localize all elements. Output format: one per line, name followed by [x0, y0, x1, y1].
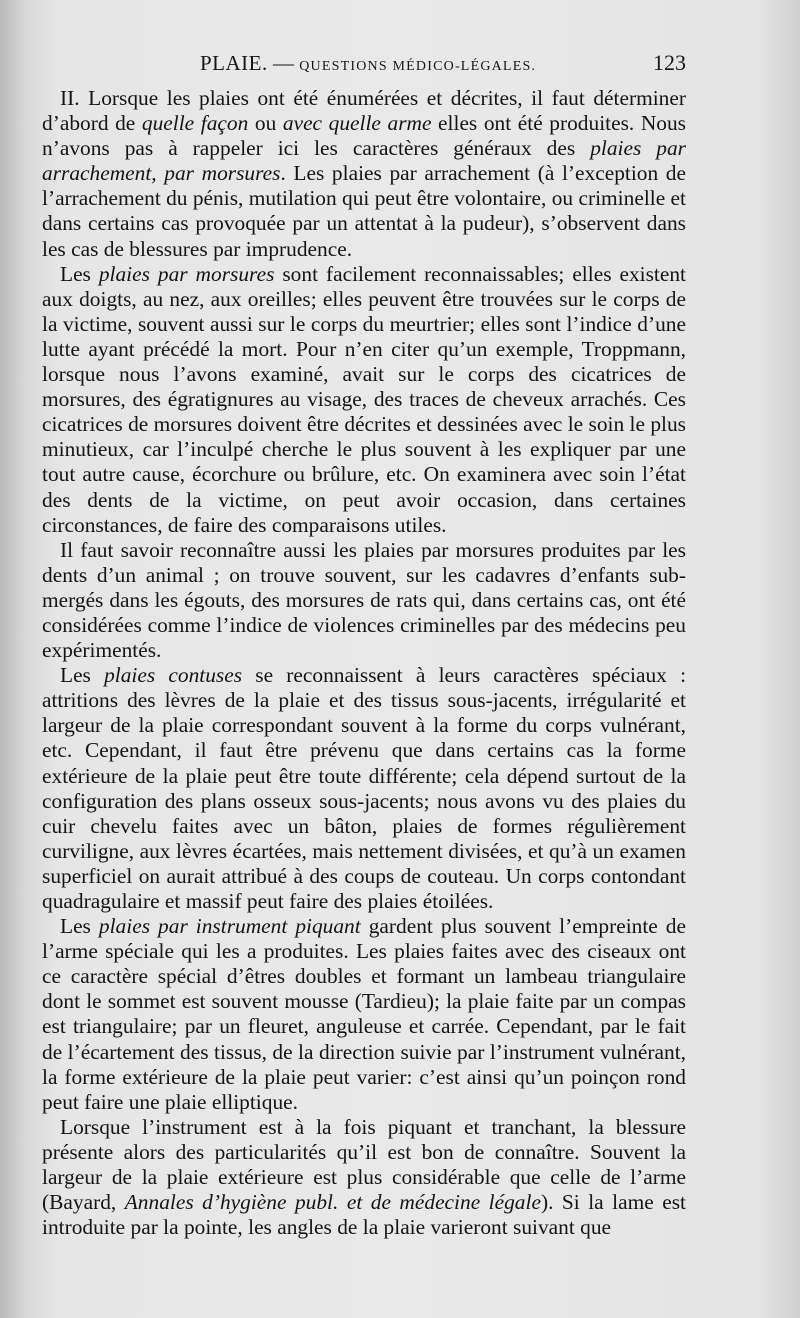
italic-text: avec quelle arme — [282, 111, 432, 136]
paragraph — [42, 914, 686, 1115]
paragraph-text: elles ont été produites. Nous n’avons pas à rappeler ici les caractères généraux des — [42, 111, 687, 161]
paragraph — [42, 262, 686, 538]
paragraph-text: . Les plaies par arrachement (à l’exception de l’arrachement du pénis, mutilation qui peut être volontaire, ou criminelle et dans certains cas provoquée par un attentat à la pudeur), s’observent dans les cas de blessures par imprudence. — [42, 161, 686, 261]
paragraph-text: II. Lorsque les plaies ont été énumérées et décrites, il faut déterminer d’abord de — [42, 86, 686, 136]
italic-text: plaies contuses — [104, 663, 243, 688]
running-header — [200, 50, 690, 76]
paragraph-text: sont facilement reconnaissables; elles existent aux doigts, au nez, aux oreilles; elles peuvent être trouvées sur le corps de la victime, souvent aussi sur le corps du meurtrier; elles sont l’indice d’une lutte ayant précédé la mort. Pour n’en citer qu’un exemple, Troppmann, lorsque nous l’avons examiné, avait sur le corps des cicatrices de morsures, des égratignures au visage, des traces de cheveux arrachés. Ces cicatrices de morsures doivent être décrites et dessinées avec le soin le plus minutieux, car l’inculpé cherche le plus souvent à les expliquer par une tout autre cause, écorchure ou brûlure, etc. On examinera avec soin l’état des dents de la victime, on peut avoir occasion, dans certaines circonstances, de faire des comparaisons utiles. — [42, 261, 687, 537]
page-number: 123 — [653, 50, 686, 75]
paragraph-text: Les — [60, 261, 99, 286]
italic-text: quelle façon — [141, 111, 249, 136]
paragraph-text: Les — [60, 663, 105, 688]
body-text — [42, 86, 686, 1240]
italic-text: plaies par instrument piquant — [98, 914, 361, 939]
paragraph-text: ou — [248, 111, 283, 136]
paragraph-text: Il faut savoir reconnaître aussi les plaies par morsures produites par les dents d’un animal ; on trouve souvent, sur les cadavres d’enfants submergés dans les égouts, des morsures de rats qui, dans certains cas, ont été considérées comme l’indice de violences criminelles par des médecins peu expérimentés. — [42, 537, 686, 663]
paragraph-text: ). Si la lame est introduite par la pointe, les angles de la plaie varieront suivant que — [42, 1190, 686, 1240]
paragraph-text: gardent plus souvent l’empreinte de l’arme spéciale qui les a produites. Les plaies faites avec des ciseaux ont ce caractère spécial d’êtres doubles et formant un lambeau triangulaire dont le sommet est souvent mousse (Tardieu); la plaie faite par un compas est triangulaire; par un fleuret, anguleuse et carrée. Cependant, par le fait de l’écartement des tissus, de la direction suivie par l’instrument vulnérant, la forme extérieure de la plaie peut varier: c’est ainsi qu’un poinçon rond peut faire une plaie elliptique. — [42, 914, 686, 1114]
paragraph-text: se reconnaissent à leurs caractères spéciaux : attritions des lèvres de la plaie et des tissus sous-jacents, irrégularité et largeur de la plaie correspondant souvent à la forme du corps vulnérant, etc. Cependant, il faut être prévenu que dans certains cas la forme extérieure de la plaie peut être toute différente; cela dépend surtout de la configuration des plans osseux sous-jacents; nous avons vu des plaies du cuir chevelu faites avec un bâton, plaies de formes régulièrement curviligne, aux lèvres écartées, mais nettement divisées, et qu’à un examen superficiel on aurait attribué à des coups de couteau. Un corps contondant quadragulaire et massif peut faire des plaies étoilées. — [42, 663, 687, 913]
paragraph — [42, 1115, 686, 1240]
italic-text: Annales d’hygiène publ. et de médecine légale — [124, 1190, 541, 1215]
paragraph — [42, 663, 686, 914]
running-subtitle: QUESTIONS MÉDICO-LÉGALES. — [299, 59, 537, 74]
italic-text: plaies par morsures — [98, 261, 275, 286]
italic-text: plaies par arrachement, par morsures — [42, 136, 686, 186]
paragraph-text: Les — [60, 914, 99, 939]
paragraph — [42, 538, 686, 663]
paragraph — [42, 86, 686, 262]
running-title: PLAIE. — [200, 51, 268, 75]
header-separator: — — [273, 51, 294, 75]
paragraph-text: Lorsque l’instrument est à la fois piquant et tranchant, la blessure présente alors des particularités qu’il est bon de connaître. Souvent la largeur de la plaie extérieure est plus considérable que celle de l’arme (Bayard, — [42, 1114, 686, 1215]
